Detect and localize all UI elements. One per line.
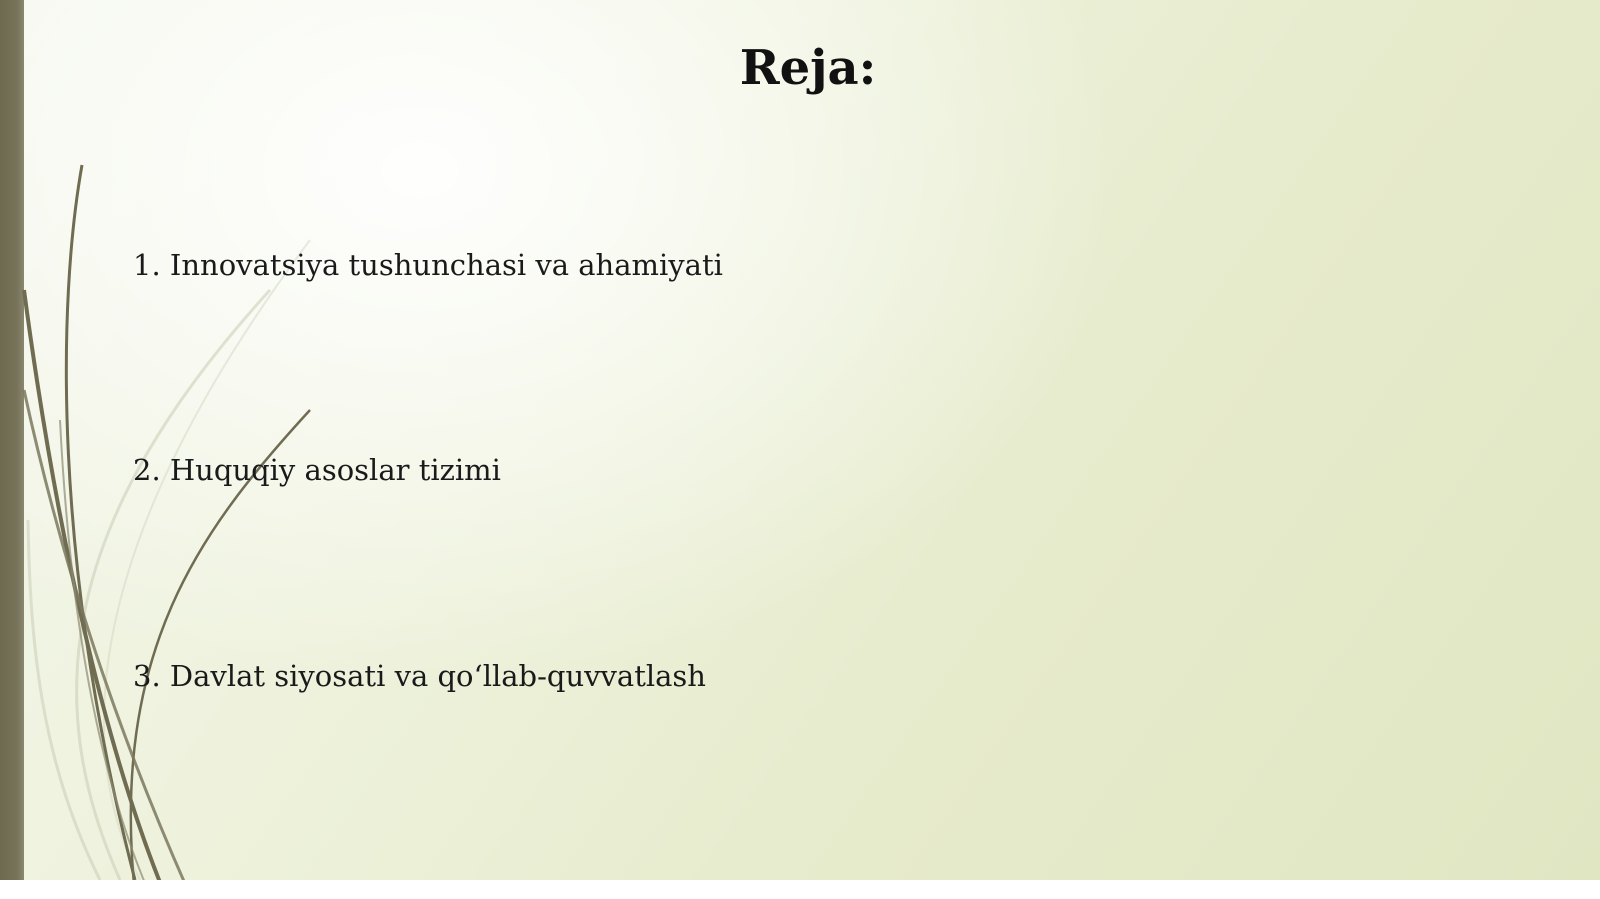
grass-stem-1 bbox=[24, 290, 165, 895]
plan-item-3: 3. Davlat siyosati va qo‘llab-quvvatlash bbox=[133, 659, 706, 693]
plan-item-2: 2. Huquqiy asoslar tizimi bbox=[133, 453, 501, 487]
grass-stem-2 bbox=[66, 165, 135, 880]
grass-stem-faint-2 bbox=[104, 240, 310, 880]
grass-stem-faint-1 bbox=[77, 290, 270, 880]
grass-stem-faint-3 bbox=[28, 520, 100, 880]
grass-stems-decoration bbox=[0, 0, 320, 899]
bottom-edge-strip bbox=[0, 880, 1600, 899]
plan-item-1: 1. Innovatsiya tushunchasi va ahamiyati bbox=[133, 248, 723, 282]
slide-title: Reja: bbox=[739, 40, 877, 96]
